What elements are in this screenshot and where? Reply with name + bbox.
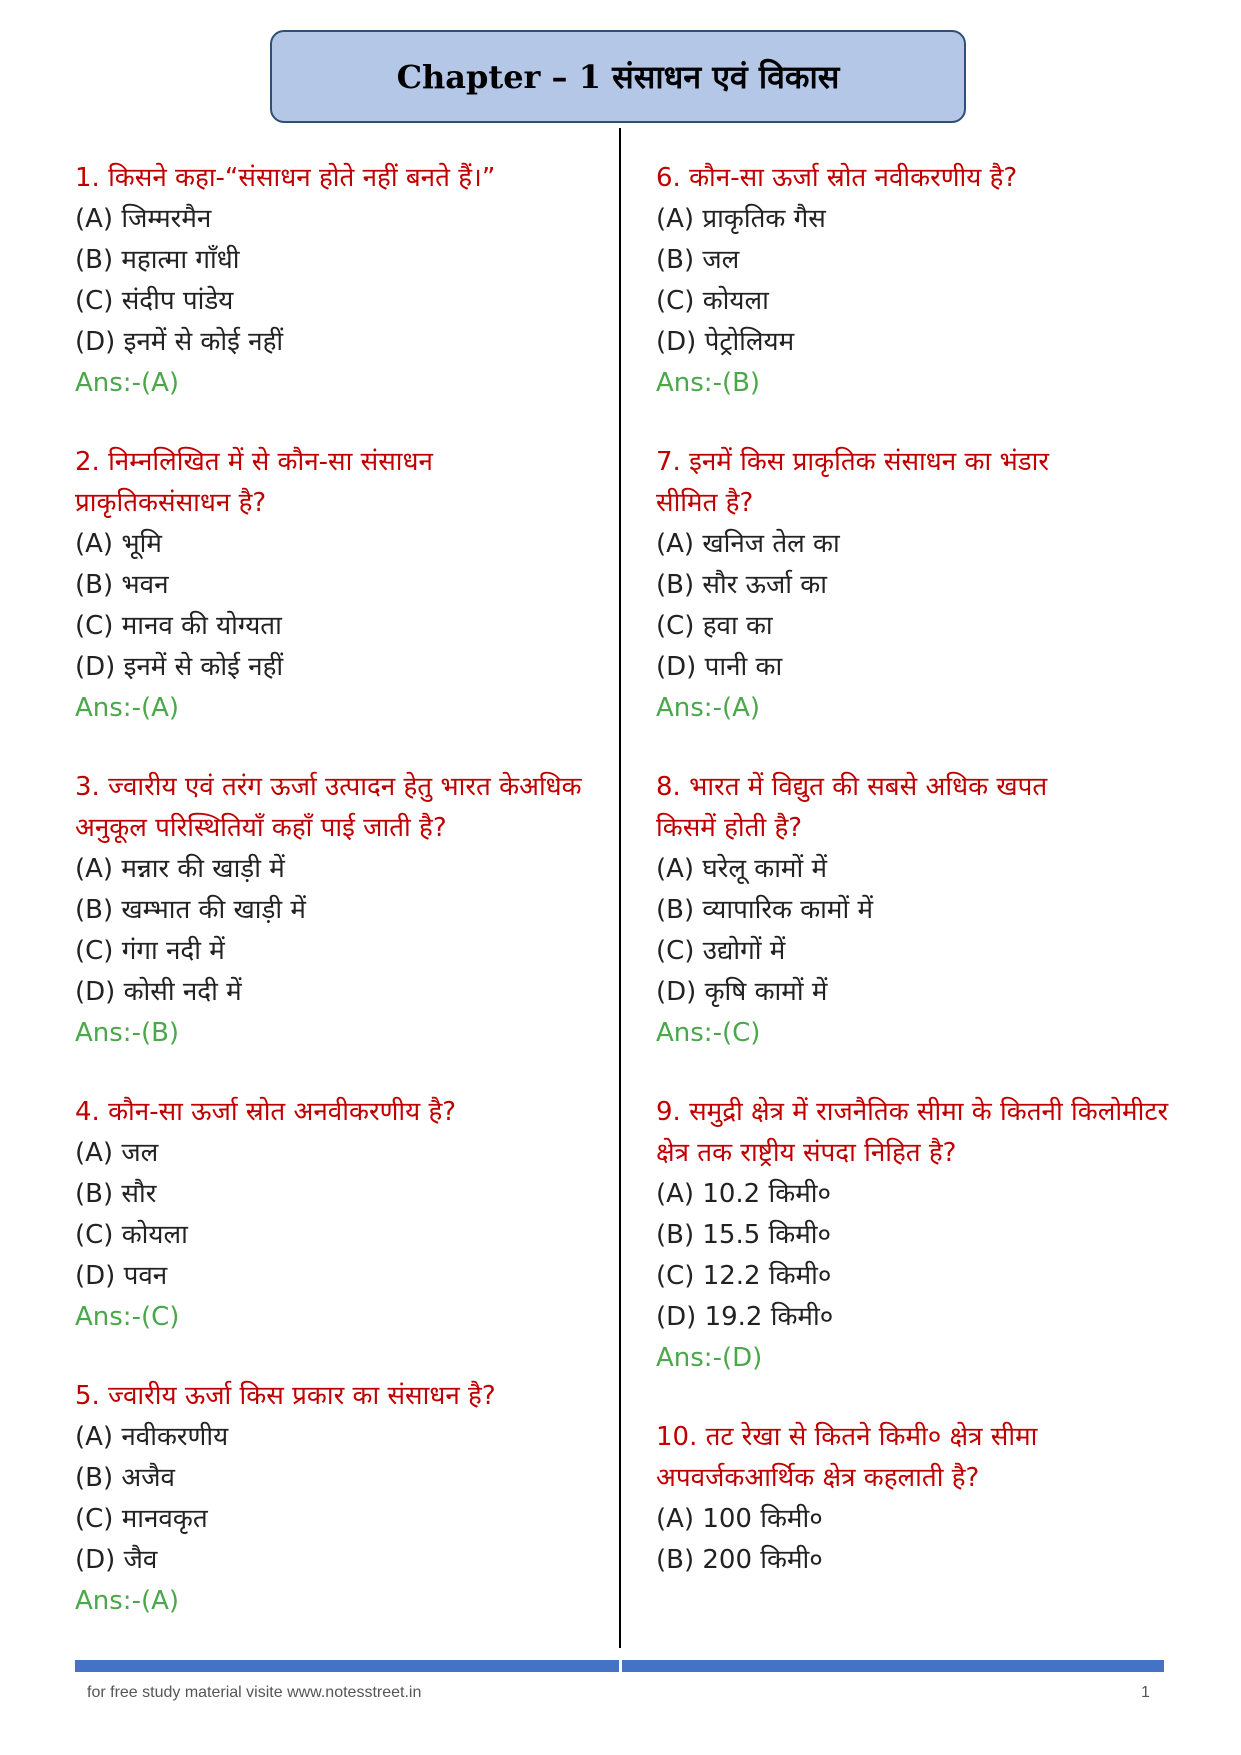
option-d: (D) कोसी नदी में	[75, 977, 242, 1007]
question-text: 6. कौन-सा ऊर्जा स्रोत नवीकरणीय है?	[656, 163, 1018, 193]
option-d: (D) इनमें से कोई नहीं	[75, 327, 284, 357]
page-title: Chapter – 1 संसाधन एवं विकास	[396, 58, 840, 96]
answer: Ans:-(B)	[656, 368, 761, 398]
column-divider	[619, 128, 621, 1648]
option-d: (D) पानी का	[656, 652, 783, 682]
option-b: (B) सौर	[75, 1179, 157, 1209]
option-d: (D) 19.2 किमी०	[656, 1302, 834, 1332]
option-a: (A) जल	[75, 1138, 159, 1168]
option-a: (A) घरेलू कामों में	[656, 854, 828, 884]
question-text: 3. ज्वारीय एवं तरंग ऊर्जा उत्पादन हेतु भारत केअधिक अनुकूल परिस्थितियाँ कहाँ पाई जाती है?	[75, 772, 582, 843]
question-7	[656, 442, 1196, 729]
option-a: (A) मन्नार की खाड़ी में	[75, 854, 285, 884]
question-text: 9. समुद्री क्षेत्र में राजनैतिक सीमा के कितनी किलोमीटर क्षेत्र तक राष्ट्रीय संपदा निहित है?	[656, 1097, 1169, 1168]
option-b: (B) सौर ऊर्जा का	[656, 570, 828, 600]
option-a: (A) 10.2 किमी०	[656, 1179, 831, 1209]
question-text: 2. निम्नलिखित में से कौन-सा संसाधन प्राकृतिकसंसाधन है?	[75, 447, 433, 518]
option-b: (B) भवन	[75, 570, 169, 600]
question-text: 7. इनमें किस प्राकृतिक संसाधन का भंडार सीमित है?	[656, 447, 1049, 518]
option-a: (A) प्राकृतिक गैस	[656, 204, 826, 234]
right-column	[656, 158, 1196, 1619]
question-2	[75, 442, 595, 729]
answer: Ans:-(A)	[656, 693, 761, 723]
question-text: 1. किसने कहा-“संसाधन होते नहीं बनते हैं।”	[75, 163, 496, 193]
answer: Ans:-(A)	[75, 693, 180, 723]
option-c: (C) उद्योगों में	[656, 936, 786, 966]
question-8	[656, 767, 1196, 1054]
option-b: (B) 15.5 किमी०	[656, 1220, 832, 1250]
option-b: (B) जल	[656, 245, 740, 275]
answer: Ans:-(C)	[75, 1302, 180, 1332]
chapter-title-box	[270, 30, 966, 123]
question-4	[75, 1092, 595, 1338]
option-c: (C) गंगा नदी में	[75, 936, 225, 966]
page-number: 1	[1141, 1684, 1150, 1701]
question-text: 10. तट रेखा से कितने किमी० क्षेत्र सीमा अपवर्जकआर्थिक क्षेत्र कहलाती है?	[656, 1422, 1038, 1493]
question-text: 4. कौन-सा ऊर्जा स्रोत अनवीकरणीय है?	[75, 1097, 457, 1127]
footer-bar	[75, 1660, 1164, 1672]
question-text: 5. ज्वारीय ऊर्जा किस प्रकार का संसाधन है?	[75, 1381, 496, 1411]
option-b: (B) व्यापारिक कामों में	[656, 895, 873, 925]
answer: Ans:-(D)	[656, 1343, 763, 1373]
option-a: (A) 100 किमी०	[656, 1504, 823, 1534]
option-b: (B) महात्मा गाँधी	[75, 245, 240, 275]
option-a: (A) जिम्मरमैन	[75, 204, 212, 234]
question-3	[75, 767, 595, 1054]
option-a: (A) नवीकरणीय	[75, 1422, 229, 1452]
option-a: (A) भूमि	[75, 529, 162, 559]
option-d: (D) पवन	[75, 1261, 168, 1291]
answer: Ans:-(A)	[75, 368, 180, 398]
question-1	[75, 158, 595, 404]
option-c: (C) 12.2 किमी०	[656, 1261, 832, 1291]
option-c: (C) मानवकृत	[75, 1504, 208, 1534]
option-c: (C) संदीप पांडेय	[75, 286, 234, 316]
answer: Ans:-(A)	[75, 1586, 180, 1616]
answer: Ans:-(C)	[656, 1018, 761, 1048]
option-a: (A) खनिज तेल का	[656, 529, 840, 559]
answer: Ans:-(B)	[75, 1018, 180, 1048]
option-d: (D) पेट्रोलियम	[656, 327, 795, 357]
question-10	[656, 1417, 1196, 1581]
question-5	[75, 1376, 595, 1622]
option-d: (D) इनमें से कोई नहीं	[75, 652, 284, 682]
option-d: (D) जैव	[75, 1545, 158, 1575]
option-b: (B) खम्भात की खाड़ी में	[75, 895, 306, 925]
question-text: 8. भारत में विद्युत की सबसे अधिक खपत किसमें होती है?	[656, 772, 1048, 843]
left-column	[75, 158, 595, 1660]
option-b: (B) 200 किमी०	[656, 1545, 823, 1575]
option-b: (B) अजैव	[75, 1463, 176, 1493]
question-6	[656, 158, 1196, 404]
option-d: (D) कृषि कामों में	[656, 977, 828, 1007]
option-c: (C) हवा का	[656, 611, 773, 641]
question-9	[656, 1092, 1196, 1379]
option-c: (C) मानव की योग्यता	[75, 611, 282, 641]
option-c: (C) कोयला	[656, 286, 769, 316]
option-c: (C) कोयला	[75, 1220, 188, 1250]
footer-link-text: for free study material visite www.notesstreet.in	[87, 1684, 422, 1701]
